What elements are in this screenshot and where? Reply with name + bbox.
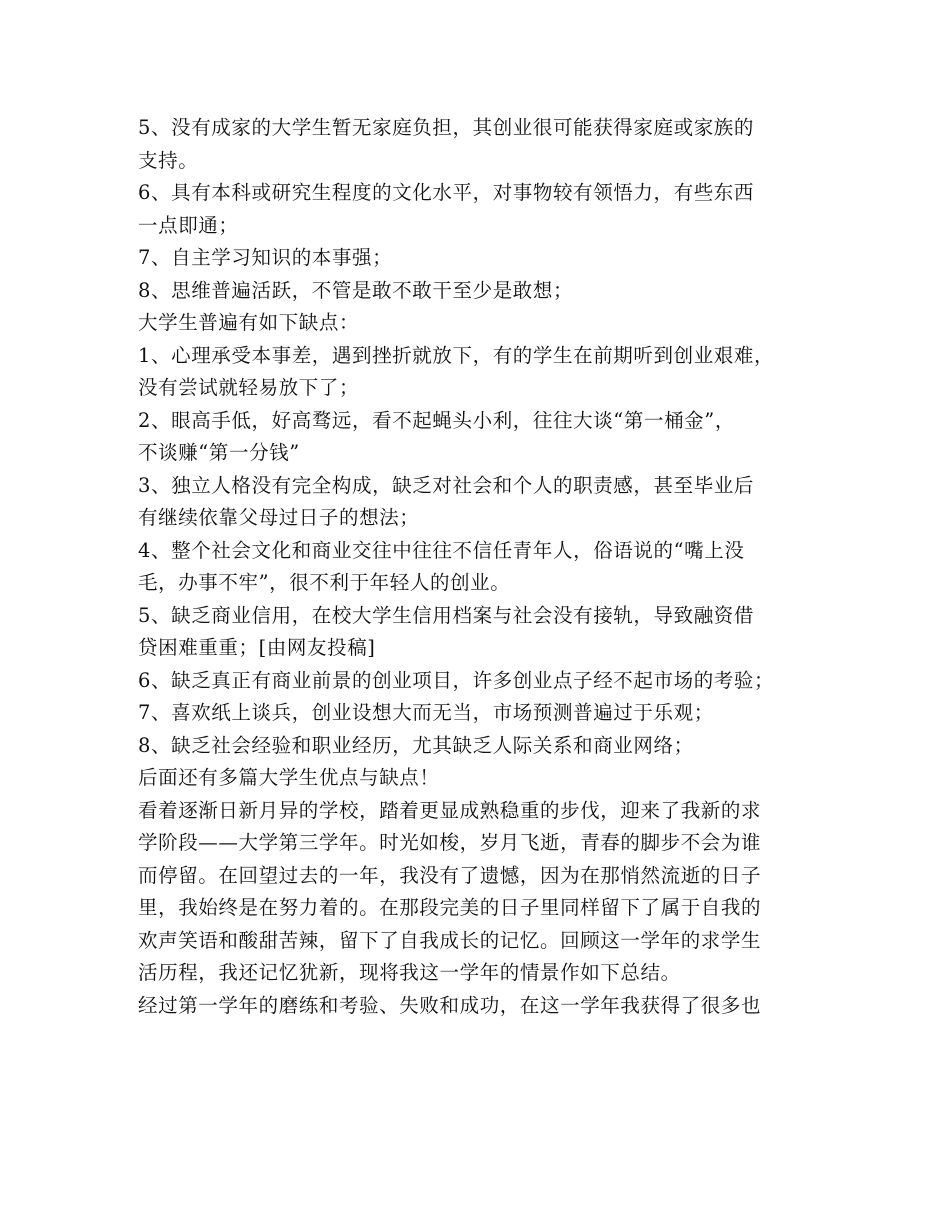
text-line: 毛，办事不牢”，很不利于年轻人的创业。 [138,571,511,594]
text-line: 支持。 [138,148,199,172]
text-line: 学阶段——大学第三学年。时光如梭，岁月飞逝，青春的脚步不会为谁 [138,831,762,854]
text-line: 而停留。在回望过去的一年，我没有了遗憾，因为在那悄然流逝的日子 [138,863,762,887]
text-line: 7、自主学习知识的本事强； [138,246,393,269]
text-line: 后面还有多篇大学生优点与缺点！ [138,766,440,789]
text-line: 2、眼高手低，好高骛远，看不起蝇头小利，往往大谈“第一桶金”， [138,408,735,432]
text-line: 贷困难重重；[由网友投稿] [138,636,376,659]
text-line: 欢声笑语和酸甜苦辣，留下了自我成长的记忆。回顾这一学年的求学生 [138,928,762,952]
text-line: 7、喜欢纸上谈兵，创业设想大而无当，市场预测普遍过于乐观； [138,701,714,724]
text-line: 5、没有成家的大学生暂无家庭负担，其创业很可能获得家庭或家族的 [138,116,755,139]
text-line: 活历程，我还记忆犹新，现将我这一学年的情景作如下总结。 [138,961,681,984]
text-line: 6、缺乏真正有商业前景的创业项目，许多创业点子经不起市场的考验； [138,668,775,692]
text-line: 经过第一学年的磨练和考验、失败和成功，在这一学年我获得了很多也 [138,993,762,1017]
text-line: 一点即通； [138,213,239,237]
text-line: 有继续依靠父母过日子的想法； [138,506,420,529]
text-line: 没有尝试就轻易放下了； [138,376,360,399]
text-line: 不谈赚“第一分钱” [138,441,300,464]
text-line: 4、整个社会文化和商业交往中往往不信任青年人，俗语说的“嘴上没 [138,538,745,562]
text-line: 8、思维普遍活跃，不管是敢不敢干至少是敢想； [138,278,574,302]
section-heading: 大学生普遍有如下缺点： [138,311,360,334]
document-body [138,112,818,1022]
text-line: 3、独立人格没有完全构成，缺乏对社会和个人的职责感，甚至毕业后 [138,473,755,497]
text-line: 1、心理承受本事差，遇到挫折就放下，有的学生在前期听到创业艰难， [138,343,775,367]
text-line: 6、具有本科或研究生程度的文化水平，对事物较有领悟力，有些东西 [138,181,755,204]
text-line: 5、缺乏商业信用，在校大学生信用档案与社会没有接轨，导致融资借 [138,603,755,627]
text-line: 8、缺乏社会经验和职业经历，尤其缺乏人际关系和商业网络； [138,733,694,757]
text-line: 里，我始终是在努力着的。在那段完美的日子里同样留下了属于自我的 [138,896,762,919]
text-line: 看着逐渐日新月异的学校，踏着更显成熟稳重的步伐，迎来了我新的求 [138,798,762,822]
